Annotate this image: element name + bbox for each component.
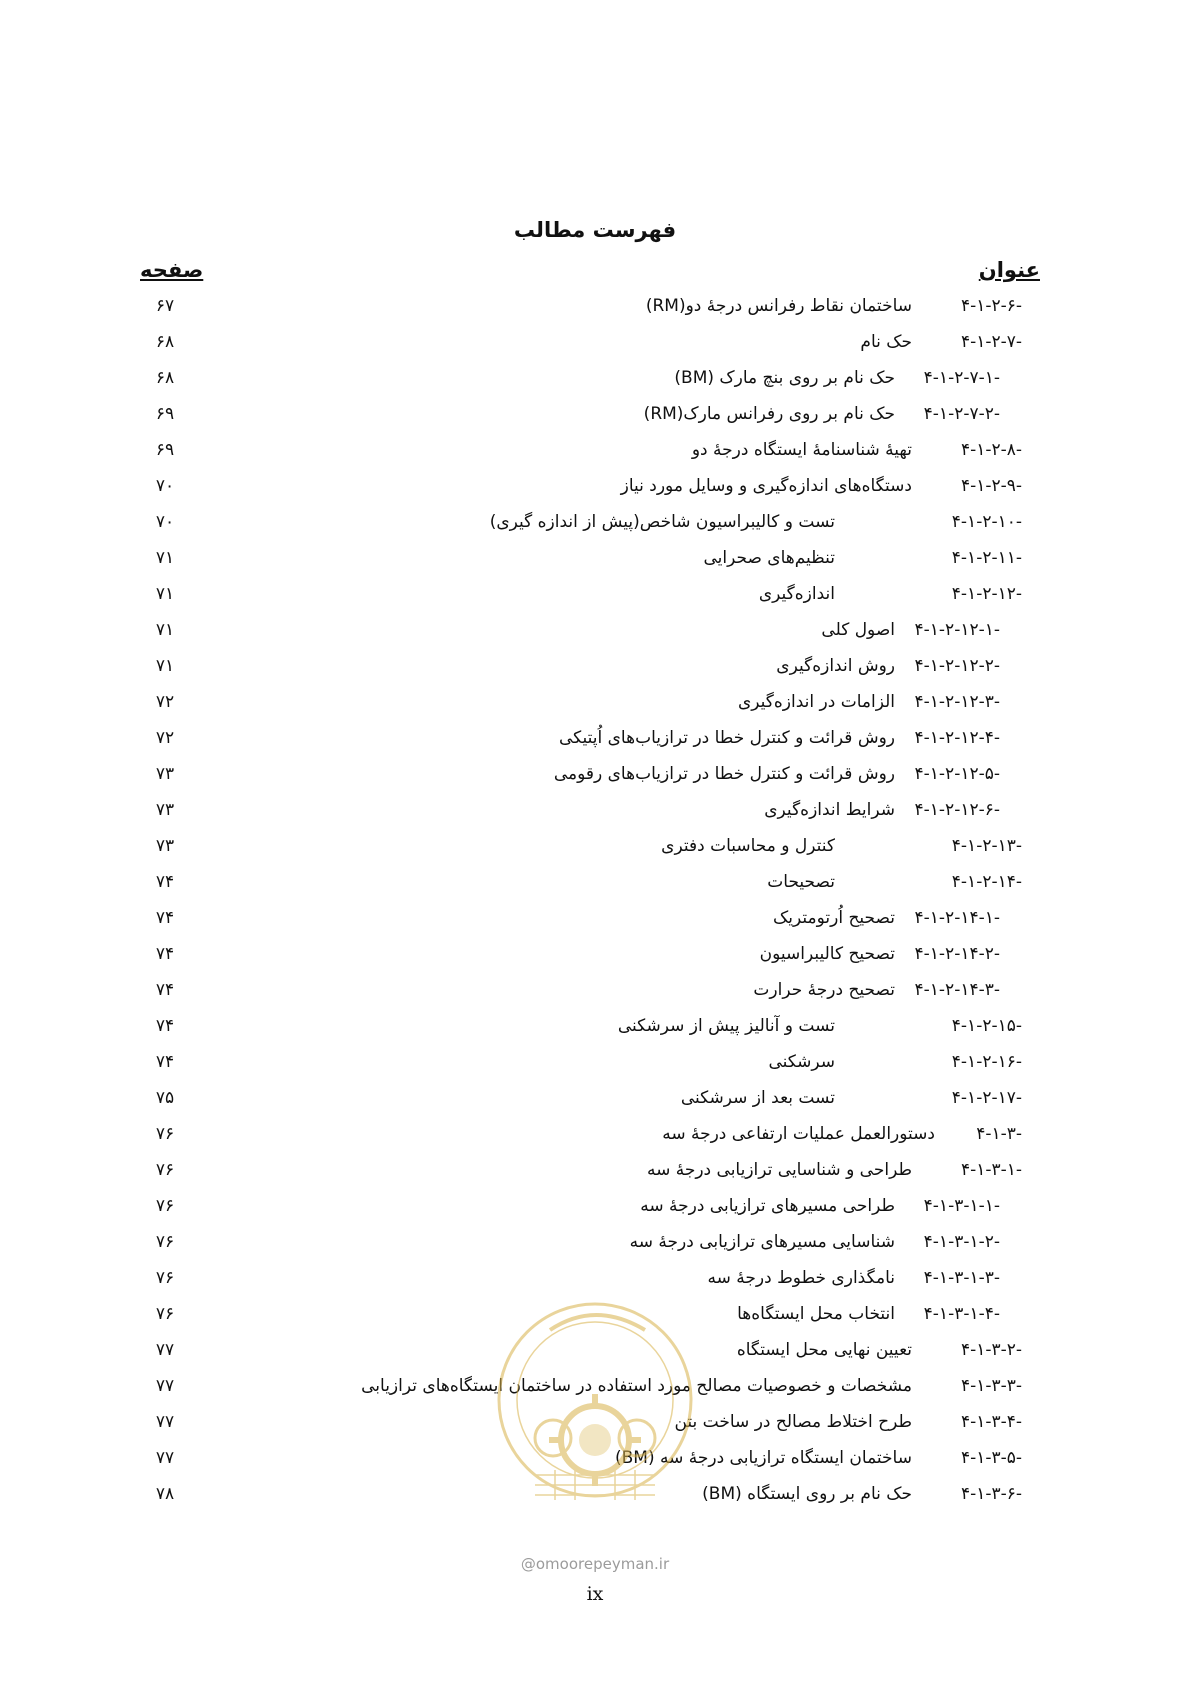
toc-section-number: ۴-۱-۳-۵- <box>960 1448 1022 1468</box>
toc-section-number: ۴-۱-۲-۱۴-۲- <box>914 944 1000 964</box>
toc-section-title: شرایط اندازه‌گیری <box>764 800 895 820</box>
toc-page-number: ۶۸ <box>155 368 175 388</box>
toc-page-number: ۷۶ <box>155 1304 175 1324</box>
toc-section-title: تست و آنالیز پیش از سرشکنی <box>617 1016 835 1036</box>
toc-section-title: حک نام بر روی بنچ مارک (BM) <box>674 368 895 388</box>
toc-row <box>0 436 1190 472</box>
toc-section-number: ۴-۱-۲-۹- <box>960 476 1022 496</box>
toc-section-number: ۴-۱-۲-۱۲- <box>951 584 1022 604</box>
toc-section-number: ۴-۱-۲-۷-۲- <box>923 404 1000 424</box>
toc-section-title: انتخاب محل ایستگاه‌ها <box>737 1304 895 1324</box>
toc-page-number: ۷۰ <box>155 512 175 532</box>
toc-section-title: تنظیم‌های صحرایی <box>703 548 835 568</box>
toc-section-title: شناسایی مسیرهای ترازیابی درجۀ سه <box>629 1232 895 1252</box>
toc-row <box>0 1084 1190 1120</box>
toc-section-number: ۴-۱-۲-۱۷- <box>951 1088 1022 1108</box>
toc-row <box>0 760 1190 796</box>
toc-row <box>0 904 1190 940</box>
toc-section-title: طراحی و شناسایی ترازیابی درجۀ سه <box>646 1160 912 1180</box>
toc-row <box>0 616 1190 652</box>
toc-row <box>0 364 1190 400</box>
toc-section-number: ۴-۱-۳-۳- <box>960 1376 1022 1396</box>
toc-page-number: ۷۶ <box>155 1232 175 1252</box>
toc-page-number: ۷۶ <box>155 1124 175 1144</box>
toc-section-number: ۴-۱-۲-۱۲-۱- <box>914 620 1000 640</box>
toc-page-number: ۷۷ <box>155 1448 175 1468</box>
toc-section-number: ۴-۱-۲-۱۲-۴- <box>914 728 1000 748</box>
toc-row <box>0 1012 1190 1048</box>
toc-row <box>0 472 1190 508</box>
toc-section-title: حک نام بر روی ایستگاه (BM) <box>702 1484 912 1504</box>
toc-row <box>0 544 1190 580</box>
toc-page-number: ۷۱ <box>155 584 175 604</box>
toc-section-title: تصحیحات <box>767 872 835 892</box>
toc-section-number: ۴-۱-۲-۶- <box>960 296 1022 316</box>
toc-section-title: تصحیح کالیبراسیون <box>759 944 895 964</box>
column-header-page: صفحه <box>140 258 204 282</box>
toc-section-number: ۴-۱-۲-۱۲-۵- <box>914 764 1000 784</box>
toc-page-number: ۷۶ <box>155 1196 175 1216</box>
toc-row <box>0 940 1190 976</box>
toc-page-number: ۶۹ <box>155 440 175 460</box>
toc-section-number: ۴-۱-۲-۱۶- <box>951 1052 1022 1072</box>
toc-section-title: تست بعد از سرشکنی <box>680 1088 835 1108</box>
toc-page-number: ۷۶ <box>155 1160 175 1180</box>
toc-section-title: طراحی مسیرهای ترازیابی درجۀ سه <box>640 1196 895 1216</box>
toc-row <box>0 868 1190 904</box>
toc-row <box>0 1156 1190 1192</box>
toc-page-number: ۷۳ <box>155 764 175 784</box>
toc-row <box>0 1120 1190 1156</box>
toc-row <box>0 1192 1190 1228</box>
toc-page-number: ۷۷ <box>155 1340 175 1360</box>
toc-page-number: ۶۷ <box>155 296 175 316</box>
toc-section-number: ۴-۱-۲-۱۲-۶- <box>914 800 1000 820</box>
toc-page-number: ۷۳ <box>155 800 175 820</box>
toc-section-title: تصحیح اُرتومتریک <box>773 908 895 928</box>
page-title: فهرست مطالب <box>513 218 677 242</box>
toc-page-number: ۷۵ <box>155 1088 175 1108</box>
toc-section-title: تصحیح درجۀ حرارت <box>753 980 895 1000</box>
toc-row <box>0 1048 1190 1084</box>
toc-page-number: ۷۴ <box>155 944 175 964</box>
toc-page-number: ۷۴ <box>155 980 175 1000</box>
toc-page-number: ۷۷ <box>155 1376 175 1396</box>
toc-section-number: ۴-۱-۳-۱-۱- <box>923 1196 1000 1216</box>
toc-section-title: اندازه‌گیری <box>758 584 835 604</box>
toc-page-number: ۷۳ <box>155 836 175 856</box>
toc-section-number: ۴-۱-۲-۷-۱- <box>923 368 1000 388</box>
toc-section-title: دستورالعمل عملیات ارتفاعی درجۀ سه <box>662 1124 935 1144</box>
toc-row <box>0 832 1190 868</box>
toc-section-number: ۴-۱-۲-۷- <box>960 332 1022 352</box>
toc-section-title: نامگذاری خطوط درجۀ سه <box>707 1268 895 1288</box>
toc-page-number: ۷۶ <box>155 1268 175 1288</box>
toc-row <box>0 1228 1190 1264</box>
toc-section-title: ساختمان نقاط رفرانس درجۀ دو(RM) <box>645 296 912 316</box>
toc-row <box>0 400 1190 436</box>
toc-section-number: ۴-۱-۲-۱۰- <box>951 512 1022 532</box>
toc-section-number: ۴-۱-۳-۱- <box>960 1160 1022 1180</box>
toc-section-title: کنترل و محاسبات دفتری <box>661 836 835 856</box>
toc-section-number: ۴-۱-۲-۱۲-۳- <box>914 692 1000 712</box>
toc-section-number: ۴-۱-۲-۱۵- <box>951 1016 1022 1036</box>
column-header-title: عنوان <box>978 258 1040 282</box>
toc-section-number: ۴-۱-۳-۲- <box>960 1340 1022 1360</box>
toc-section-title: سرشکنی <box>768 1052 835 1072</box>
toc-section-title: دستگاه‌های اندازه‌گیری و وسایل مورد نیاز <box>620 476 912 496</box>
toc-page-number: ۷۸ <box>155 1484 175 1504</box>
toc-section-number: ۴-۱-۳-۴- <box>960 1412 1022 1432</box>
toc-section-title: طرح اختلاط مصالح در ساخت بتن <box>674 1412 912 1432</box>
toc-row <box>0 796 1190 832</box>
toc-section-title: روش اندازه‌گیری <box>776 656 895 676</box>
toc-section-number: ۴-۱-۲-۱۴- <box>951 872 1022 892</box>
toc-row <box>0 580 1190 616</box>
toc-page-number: ۶۸ <box>155 332 175 352</box>
toc-section-title: ساختمان ایستگاه ترازیابی درجۀ سه (BM) <box>614 1448 912 1468</box>
toc-section-number: ۴-۱-۳-۱-۳- <box>923 1268 1000 1288</box>
toc-page-number: ۷۲ <box>155 728 175 748</box>
toc-section-number: ۴-۱-۲-۸- <box>960 440 1022 460</box>
toc-section-number: ۴-۱-۳-۶- <box>960 1484 1022 1504</box>
toc-page-number: ۷۷ <box>155 1412 175 1432</box>
toc-section-number: ۴-۱-۲-۱۲-۲- <box>914 656 1000 676</box>
toc-page-number: ۷۲ <box>155 692 175 712</box>
toc-section-title: اصول کلی <box>821 620 895 640</box>
toc-row <box>0 328 1190 364</box>
toc-section-title: روش قرائت و کنترل خطا در ترازیاب‌های رقومی <box>553 764 895 784</box>
toc-page-number: ۷۴ <box>155 908 175 928</box>
toc-row <box>0 976 1190 1012</box>
toc-section-title: حک نام <box>860 332 912 352</box>
toc-page-number: ۷۴ <box>155 1016 175 1036</box>
toc-section-title: تست و کالیبراسیون شاخص(پیش از اندازه گیری) <box>489 512 835 532</box>
page-number: ix <box>586 1583 604 1605</box>
toc-section-number: ۴-۱-۲-۱۴-۳- <box>914 980 1000 1000</box>
watermark-url: @omoorepeyman.ir <box>520 1555 670 1573</box>
toc-section-title: حک نام بر روی رفرانس مارک(RM) <box>643 404 895 424</box>
watermark-logo <box>495 1290 695 1550</box>
toc-page-number: ۷۰ <box>155 476 175 496</box>
toc-row <box>0 652 1190 688</box>
toc-section-title: الزامات در اندازه‌گیری <box>737 692 895 712</box>
toc-row <box>0 508 1190 544</box>
toc-section-title: تهیۀ شناسنامۀ ایستگاه درجۀ دو <box>691 440 912 460</box>
toc-section-title: مشخصات و خصوصیات مصالح مورد استفاده در ساختمان ایستگاه‌های ترازیابی <box>361 1376 912 1396</box>
toc-page-number: ۶۹ <box>155 404 175 424</box>
toc-row <box>0 688 1190 724</box>
toc-section-number: ۴-۱-۲-۱۳- <box>951 836 1022 856</box>
toc-section-number: ۴-۱-۳- <box>976 1124 1022 1144</box>
toc-page-number: ۷۴ <box>155 1052 175 1072</box>
toc-page-number: ۷۱ <box>155 548 175 568</box>
toc-row <box>0 292 1190 328</box>
toc-section-number: ۴-۱-۲-۱۴-۱- <box>914 908 1000 928</box>
toc-section-number: ۴-۱-۲-۱۱- <box>951 548 1022 568</box>
toc-section-number: ۴-۱-۳-۱-۴- <box>923 1304 1000 1324</box>
toc-section-number: ۴-۱-۳-۱-۲- <box>923 1232 1000 1252</box>
toc-page-number: ۷۱ <box>155 620 175 640</box>
toc-page-number: ۷۴ <box>155 872 175 892</box>
toc-page-number: ۷۱ <box>155 656 175 676</box>
toc-section-title: روش قرائت و کنترل خطا در ترازیاب‌های اُپتیکی <box>558 728 895 748</box>
toc-section-title: تعیین نهایی محل ایستگاه <box>736 1340 912 1360</box>
toc-row <box>0 724 1190 760</box>
